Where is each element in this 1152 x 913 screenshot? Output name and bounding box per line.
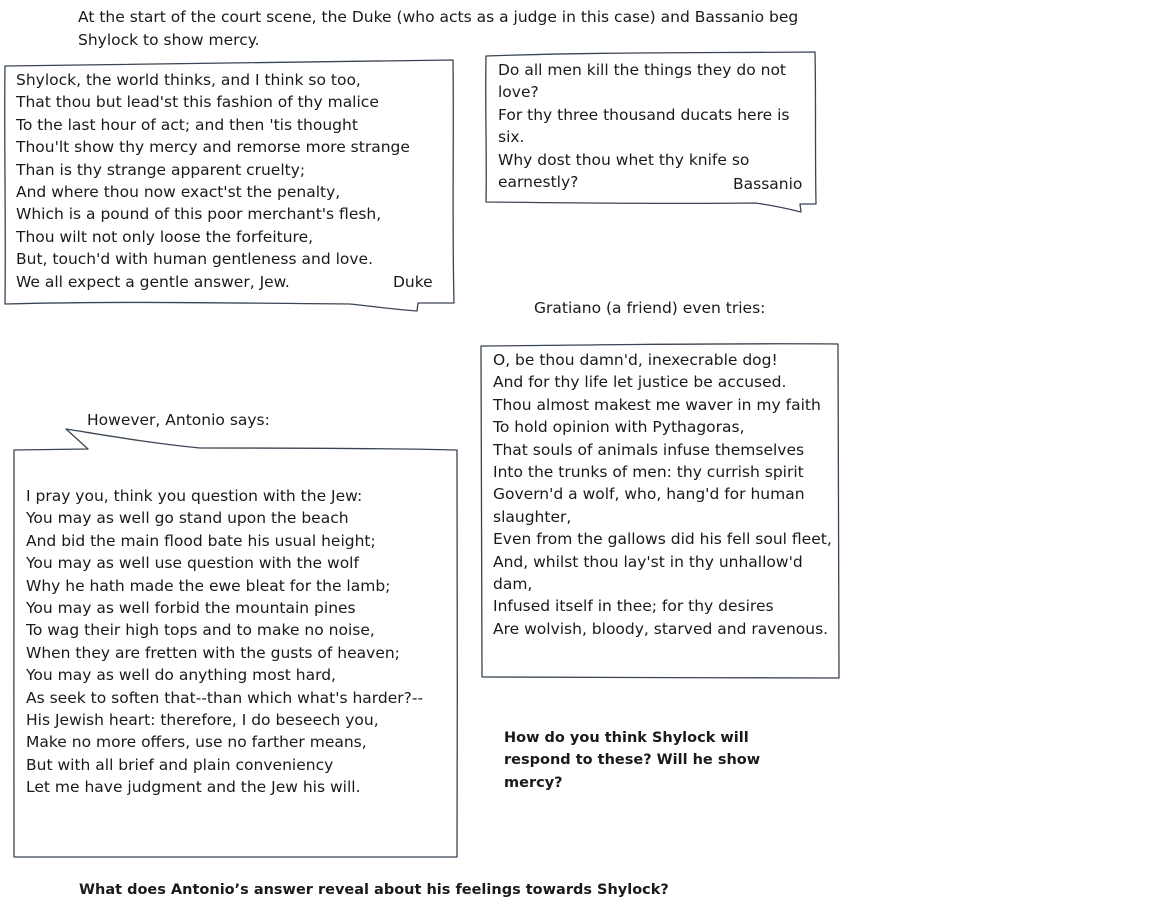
bassanio-line: earnestly? [498, 172, 579, 191]
intro-line: Shylock to show mercy. [78, 30, 260, 49]
gratiano-line: Govern'd a wolf, who, hang'd for human [493, 485, 805, 504]
duke-line: Which is a pound of this poor merchant's flesh, [16, 205, 382, 224]
gratiano-line: Even from the gallows did his fell soul fleet, [493, 530, 832, 549]
duke-line: We all expect a gentle answer, Jew. [16, 272, 290, 291]
antonio-line: Why he hath made the ewe bleat for the lamb; [26, 576, 391, 595]
antonio-line: As seek to soften that--than which what's harder?-- [26, 688, 424, 707]
antonio-line: His Jewish heart: therefore, I do beseech you, [26, 710, 379, 729]
duke-line: Than is thy strange apparent cruelty; [16, 160, 306, 179]
intro-paragraph [78, 6, 798, 51]
antonio-line: Let me have judgment and the Jew his will. [26, 778, 361, 797]
duke-speech [16, 71, 410, 295]
gratiano-line: Infused itself in thee; for thy desires [493, 597, 774, 616]
gratiano-line: That souls of animals infuse themselves [493, 440, 805, 459]
duke-line: To the last hour of act; and then 'tis thought [16, 115, 358, 134]
gratiano-caption: Gratiano (a friend) even tries: [534, 299, 766, 317]
gratiano-line: And, whilst thou lay'st in thy unhallow'd [493, 552, 803, 571]
antonio-question: What does Antonio’s answer reveal about his feelings towards Shylock? [79, 882, 669, 898]
shylock-question [504, 730, 760, 797]
bassanio-line: love? [498, 83, 539, 102]
duke-line: Thou wilt not only loose the forfeiture, [16, 227, 314, 246]
intro-line: At the start of the court scene, the Duke (who acts as a judge in this case) and Bassanio beg [78, 8, 799, 26]
duke-line: That thou but lead'st this fashion of thy malice [16, 93, 379, 112]
bassanio-line: For thy three thousand ducats here is [498, 105, 790, 124]
duke-line: Shylock, the world thinks, and I think so too, [16, 71, 361, 89]
antonio-line: And bid the main flood bate his usual height; [26, 531, 376, 550]
antonio-speech [26, 487, 423, 800]
antonio-caption: However, Antonio says: [87, 411, 270, 429]
antonio-line: I pray you, think you question with the Jew: [26, 487, 363, 505]
duke-line: And where thou now exact'st the penalty, [16, 182, 341, 201]
antonio-line: Make no more offers, use no farther means, [26, 733, 367, 752]
bassanio-line: Do all men kill the things they do not [498, 61, 786, 79]
antonio-line: But with all brief and plain conveniency [26, 755, 334, 774]
gratiano-line: O, be thou damn'd, inexecrable dog! [493, 351, 778, 369]
antonio-line: To wag their high tops and to make no noise, [26, 621, 375, 640]
question-line: mercy? [504, 774, 563, 791]
gratiano-line: slaughter, [493, 507, 572, 526]
gratiano-line: dam, [493, 574, 533, 593]
antonio-line: You may as well do anything most hard, [26, 666, 336, 685]
question-line: respond to these? Will he show [504, 752, 761, 769]
gratiano-line: Are wolvish, bloody, starved and ravenous. [493, 619, 829, 638]
gratiano-speech [493, 351, 832, 642]
duke-speaker-label: Duke [393, 273, 433, 291]
antonio-line: You may as well forbid the mountain pines [26, 598, 356, 617]
question-line: How do you think Shylock will [504, 730, 749, 746]
bassanio-line: Why dost thou whet thy knife so [498, 150, 750, 169]
bassanio-speaker-label: Bassanio [733, 175, 803, 193]
gratiano-line: Into the trunks of men: thy currish spirit [493, 462, 804, 481]
antonio-line: You may as well go stand upon the beach [26, 509, 349, 528]
bassanio-line: six. [498, 128, 525, 147]
antonio-line: You may as well use question with the wolf [26, 554, 359, 573]
gratiano-line: And for thy life let justice be accused. [493, 373, 787, 392]
duke-line: But, touch'd with human gentleness and love. [16, 250, 374, 269]
gratiano-line: Thou almost makest me waver in my faith [493, 395, 821, 414]
gratiano-line: To hold opinion with Pythagoras, [493, 418, 745, 437]
antonio-line: When they are fretten with the gusts of heaven; [26, 643, 400, 662]
duke-line: Thou'lt show thy mercy and remorse more strange [16, 138, 410, 157]
